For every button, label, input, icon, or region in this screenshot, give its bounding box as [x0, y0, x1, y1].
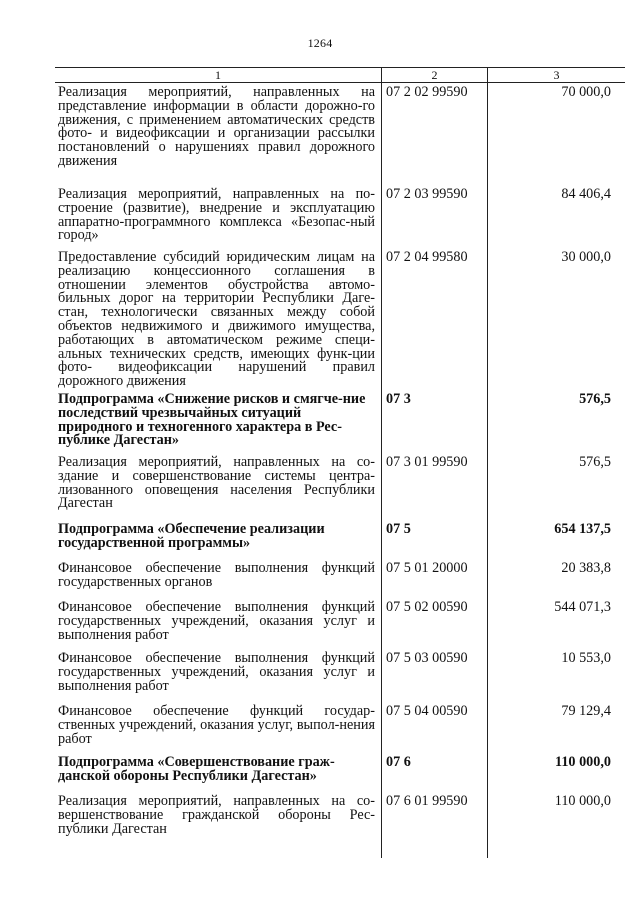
row-code: 07 6 — [386, 754, 411, 770]
row-amount: 20 383,8 — [561, 560, 611, 576]
row-amount: 70 000,0 — [561, 84, 611, 100]
row-description: Финансовое обеспечение функций государ-ственных учреждений, оказания услуг, выпол-нения работ — [58, 703, 375, 747]
row-description: Подпрограмма «Снижение рисков и смягче-ние последствий чрезвычайных ситуаций природного и техногенного характера в Рес-публике Дагестан» — [58, 391, 366, 449]
table-row — [55, 456, 625, 511]
row-description: Финансовое обеспечение выполнения функций государственных учреждений, оказания услуг и выполнения работ — [58, 599, 375, 643]
row-amount: 576,5 — [579, 454, 611, 470]
page-number: 1264 — [307, 36, 333, 50]
row-code: 07 2 04 99580 — [386, 249, 468, 265]
budget-table — [55, 67, 625, 837]
row-code: 07 5 03 00590 — [386, 650, 468, 666]
table-row — [55, 705, 625, 746]
row-code: 07 5 — [386, 521, 411, 537]
row-code: 07 5 04 00590 — [386, 703, 468, 719]
row-code: 07 2 03 99590 — [386, 186, 468, 202]
row-description: Финансовое обеспечение выполнения функций государственных органов — [58, 560, 375, 590]
row-code: 07 3 01 99590 — [386, 454, 468, 470]
row-amount: 654 137,5 — [554, 521, 611, 537]
table-row — [55, 523, 625, 551]
column-2-header: 2 — [381, 68, 487, 82]
row-amount: 10 553,0 — [561, 650, 611, 666]
row-amount: 30 000,0 — [561, 249, 611, 265]
row-code: 07 5 01 20000 — [386, 560, 468, 576]
row-amount: 544 071,3 — [554, 599, 611, 615]
row-description: Реализация мероприятий, направленных на со-вершенствование гражданской обороны Рес-публики Дагестан — [58, 793, 375, 837]
row-description: Реализация мероприятий, направленных на со-здание и совершенствование системы центра-лизованного оповещения населения Республики Дагестан — [58, 454, 375, 512]
row-amount: 110 000,0 — [554, 793, 611, 809]
row-code: 07 2 02 99590 — [386, 84, 468, 100]
table-row — [55, 795, 625, 836]
row-amount: 576,5 — [579, 391, 611, 407]
table-row — [55, 601, 625, 642]
row-description: Подпрограмма «Обеспечение реализации государственной программы» — [58, 521, 325, 551]
table-row — [55, 251, 625, 389]
table-row — [55, 562, 625, 590]
row-description: Предоставление субсидий юридическим лицам на реализацию концессионного соглашения в отношении элементов обустройства автомо-бильных дорог на территории Республики Даге-стан, технологически связанных между собой объектов недвижимого и движимого имущества, работающих в автоматическом режиме специ-альных технических средств, имеющих функ-ции фото- видеофиксации нарушений правил дорожного движения — [58, 249, 375, 390]
table-row — [55, 188, 625, 243]
row-code: 07 6 01 99590 — [386, 793, 468, 809]
row-code: 07 3 — [386, 391, 411, 407]
row-description: Финансовое обеспечение выполнения функций государственных учреждений, оказания услуг и выполнения работ — [58, 650, 375, 694]
row-code: 07 5 02 00590 — [386, 599, 468, 615]
table-row — [55, 86, 625, 169]
column-number-header-row — [55, 67, 625, 83]
column-3-header: 3 — [487, 68, 625, 82]
table-row — [55, 652, 625, 693]
row-description: Реализация мероприятий, направленных на представление информации в области дорожно-го движения, с применением автоматических средств фото- и видеофиксации и организации рассылки постановлений о нарушениях правил дорожного движения — [58, 84, 375, 169]
row-amount: 79 129,4 — [561, 703, 611, 719]
table-row — [55, 393, 625, 448]
row-description: Подпрограмма «Совершенствование граж-данской обороны Республики Дагестан» — [58, 754, 335, 784]
table-row — [55, 756, 625, 784]
row-description: Реализация мероприятий, направленных на по-строение (развитие), внедрение и эксплуатацию аппаратно-программного комплекса «Безопас-ный город» — [58, 186, 375, 244]
row-amount: 110 000,0 — [555, 754, 611, 770]
column-1-header: 1 — [215, 68, 221, 82]
row-amount: 84 406,4 — [561, 186, 611, 202]
